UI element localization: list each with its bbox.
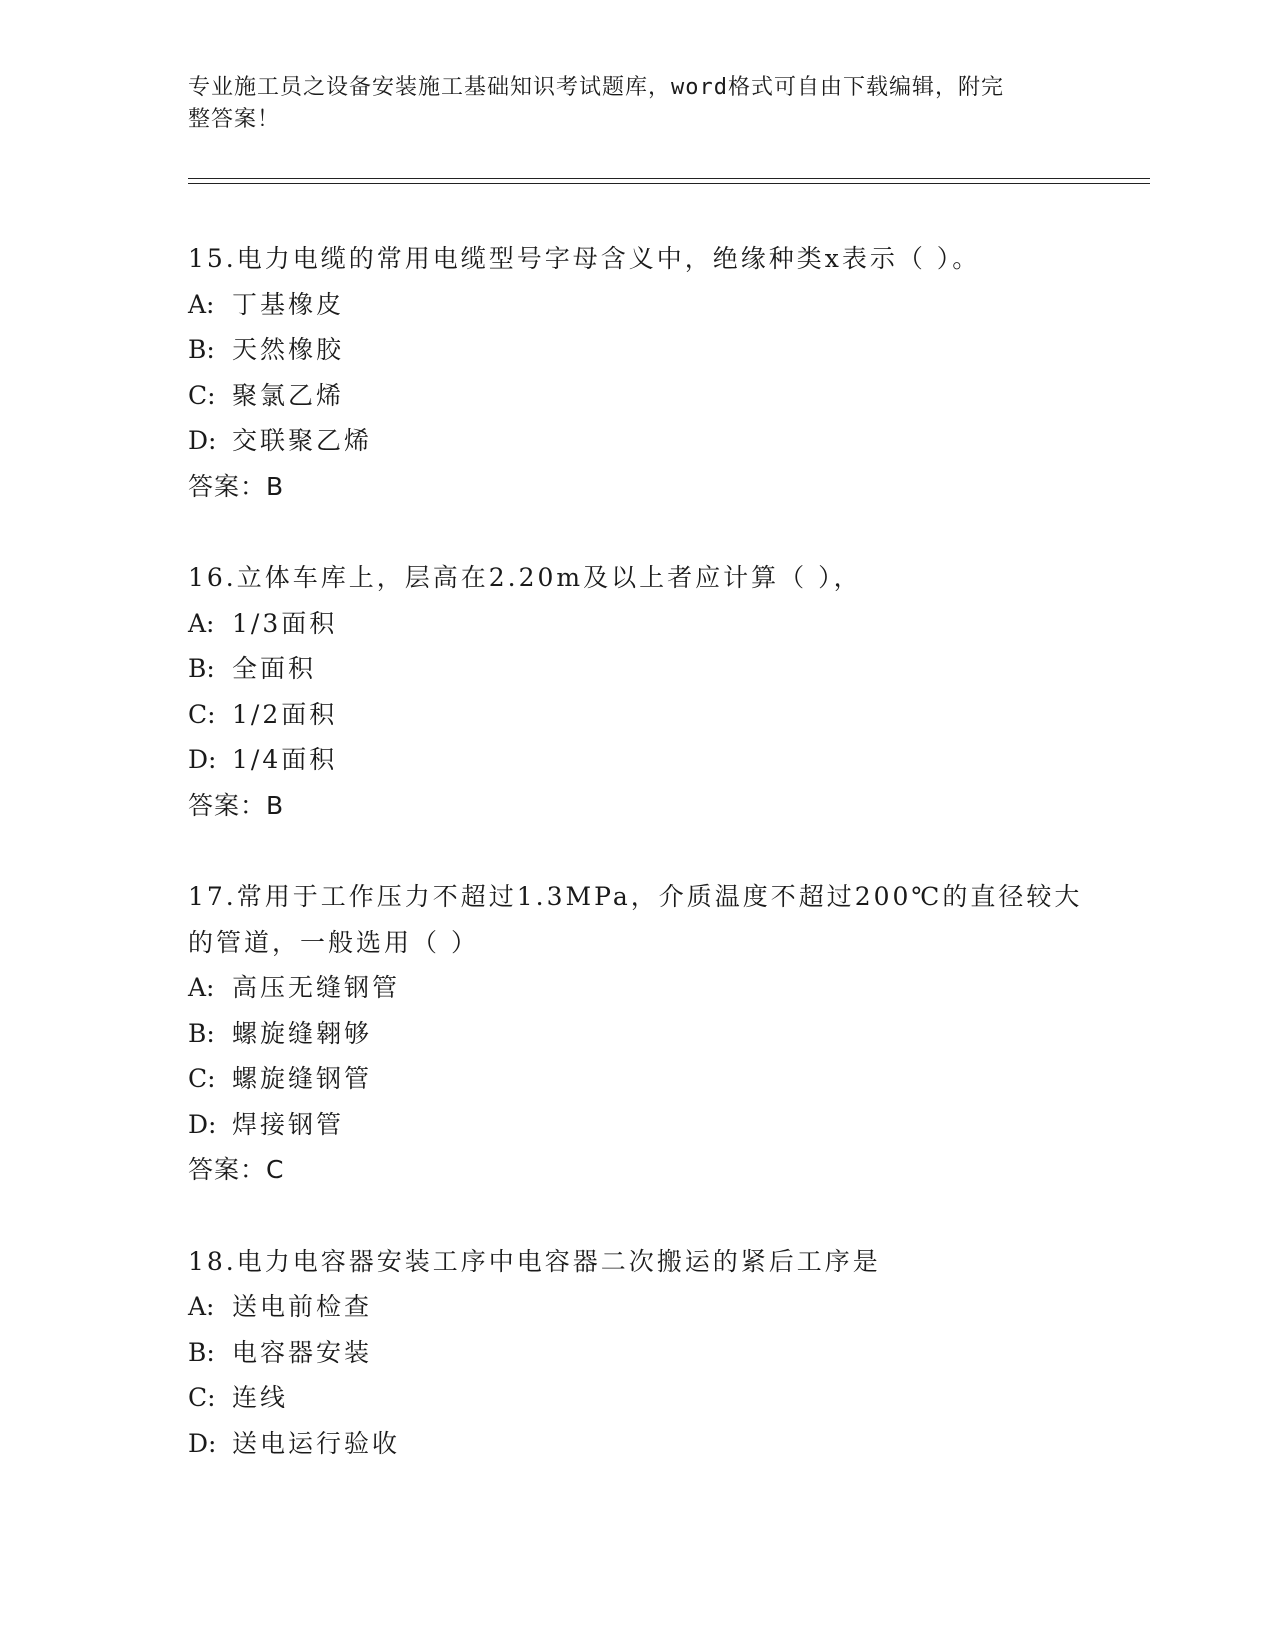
option-text: 螺旋缝翱够 (232, 1018, 373, 1048)
option-text: 1/4面积 (232, 745, 338, 774)
option-letter: C: (188, 380, 216, 410)
option-text: 送电前检查 (232, 1292, 373, 1321)
option-text: 连线 (232, 1383, 289, 1412)
option-letter: C: (188, 699, 216, 729)
option-letter: D: (188, 1109, 217, 1139)
option-letter: D: (188, 745, 217, 774)
option-letter: B: (188, 654, 215, 683)
option-letter: B: (188, 1337, 215, 1367)
option-d (188, 1102, 1088, 1148)
option-c (188, 373, 1088, 419)
option-d (188, 418, 1088, 464)
answer-line: 答案：B (188, 790, 285, 820)
option-text: 电容器安装 (232, 1337, 373, 1367)
option-b (188, 1330, 1088, 1376)
option-a (188, 965, 1088, 1011)
answer-line: 答案：B (188, 471, 285, 501)
question-list (188, 236, 1088, 1512)
header-divider-bottom (188, 183, 1150, 184)
question-15 (188, 236, 1088, 509)
option-text: 螺旋缝钢管 (232, 1064, 373, 1093)
option-letter: A: (188, 289, 215, 319)
option-text: 1/2面积 (232, 699, 338, 729)
option-d (188, 737, 1088, 783)
question-18 (188, 1239, 1088, 1467)
option-text: 聚氯乙烯 (232, 380, 345, 410)
option-b (188, 1011, 1088, 1057)
option-c (188, 1375, 1088, 1421)
option-letter: B: (188, 335, 215, 364)
option-text: 焊接钢管 (232, 1109, 345, 1139)
question-stem: 18.电力电容器安装工序中电容器二次搬运的紧后工序是 (188, 1246, 881, 1276)
question-17 (188, 874, 1088, 1193)
option-c (188, 1056, 1088, 1102)
option-letter: A: (188, 608, 215, 638)
header-line-2: 整答案！ (188, 107, 281, 132)
option-text: 送电运行验收 (232, 1428, 401, 1458)
header-line-1: 专业施工员之设备安装施工基础知识考试题库，word格式可自由下载编辑，附完 (188, 75, 1004, 100)
option-letter: D: (188, 1428, 217, 1458)
option-a (188, 601, 1088, 647)
option-letter: C: (188, 1064, 216, 1093)
option-letter: C: (188, 1383, 216, 1412)
option-text: 全面积 (232, 654, 317, 683)
question-stem: 16.立体车库上，层高在2.20m及以上者应计算（ ）， (188, 563, 862, 592)
option-a (188, 282, 1088, 328)
option-letter: B: (188, 1018, 215, 1048)
answer-line: 答案：C (188, 1155, 285, 1184)
document-header (188, 72, 1068, 136)
option-letter: A: (188, 973, 215, 1002)
option-text: 交联聚乙烯 (232, 426, 373, 455)
option-c (188, 692, 1088, 738)
option-text: 丁基橡皮 (232, 289, 345, 319)
question-stem-continued: 的管道，一般选用（ ） (188, 927, 479, 957)
header-divider-top (188, 178, 1150, 179)
question-stem: 15.电力电缆的常用电缆型号字母含义中，绝缘种类x表示（ ）。 (188, 244, 981, 273)
question-stem: 17.常用于工作压力不超过1.3MPa，介质温度不超过200℃的直径较大 (188, 882, 1083, 911)
option-b (188, 327, 1088, 373)
option-text: 高压无缝钢管 (232, 973, 401, 1002)
option-letter: A: (188, 1292, 215, 1321)
question-16 (188, 555, 1088, 828)
option-b (188, 646, 1088, 692)
option-text: 1/3面积 (232, 608, 338, 638)
option-letter: D: (188, 426, 217, 455)
option-a (188, 1284, 1088, 1330)
option-d (188, 1421, 1088, 1467)
option-text: 天然橡胶 (232, 335, 345, 364)
